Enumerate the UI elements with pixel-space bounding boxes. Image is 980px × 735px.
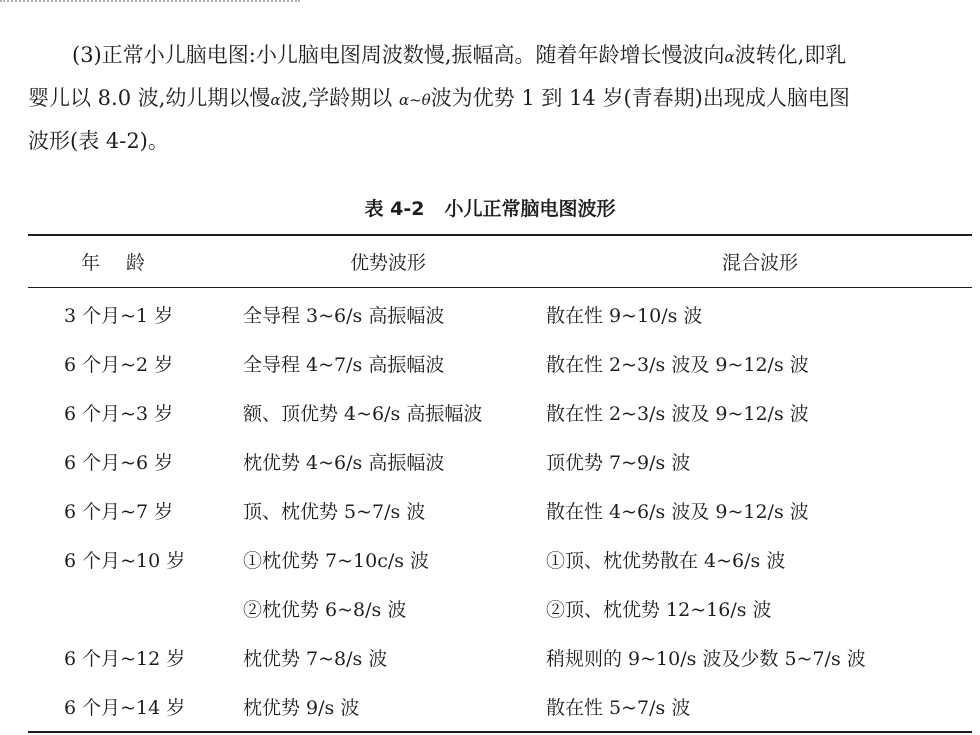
paragraph-text: 婴儿以 8.0 波,幼儿期以慢 bbox=[28, 86, 271, 110]
cell-age: 6 个月~10 岁 bbox=[64, 550, 186, 572]
cell-dominant: 枕优势 7~8/s 波 bbox=[243, 648, 388, 670]
cell-dominant: 全导程 3~6/s 高振幅波 bbox=[243, 305, 445, 327]
paragraph-text: 波,学龄期以 bbox=[280, 86, 393, 110]
top-dotted-border bbox=[0, 0, 300, 2]
cell-dominant: 额、顶优势 4~6/s 高振幅波 bbox=[243, 403, 483, 425]
cell-mixed: 稍规则的 9~10/s 波及少数 5~7/s 波 bbox=[546, 648, 866, 670]
greek-symbol: α~θ bbox=[398, 91, 431, 109]
paragraph-line-2 bbox=[28, 78, 978, 121]
table-row bbox=[28, 537, 972, 585]
table-header bbox=[28, 239, 972, 287]
cell-age: 6 个月~7 岁 bbox=[64, 501, 174, 523]
cell-dominant: ①枕优势 7~10c/s 波 bbox=[243, 550, 430, 572]
header-dominant: 优势波形 bbox=[349, 252, 426, 274]
table-title: 小儿正常脑电图波形 bbox=[444, 198, 616, 220]
cell-mixed: 散在性 2~3/s 波及 9~12/s 波 bbox=[546, 403, 809, 425]
body-paragraph bbox=[28, 35, 978, 162]
table-row bbox=[28, 439, 972, 487]
table-bottom-rule bbox=[28, 731, 972, 733]
table-header-rule bbox=[28, 287, 972, 288]
table-row bbox=[28, 341, 972, 389]
cell-age: 6 个月~12 岁 bbox=[64, 648, 186, 670]
header-age: 年 龄 bbox=[80, 252, 146, 274]
table-row bbox=[28, 586, 972, 634]
paragraph-text: (3)正常小儿脑电图:小儿脑电图周波数慢,振幅高。随着年龄增长慢波向 bbox=[72, 43, 725, 67]
cell-dominant: 枕优势 4~6/s 高振幅波 bbox=[243, 452, 445, 474]
cell-mixed: ①顶、枕优势散在 4~6/s 波 bbox=[546, 550, 786, 572]
table-caption bbox=[0, 194, 980, 221]
cell-mixed: 散在性 4~6/s 波及 9~12/s 波 bbox=[546, 501, 809, 523]
cell-age: 6 个月~2 岁 bbox=[64, 354, 174, 376]
header-mixed: 混合波形 bbox=[721, 252, 798, 274]
greek-symbol: α bbox=[270, 91, 281, 109]
paragraph-line-3: 波形(表 4-2)。 bbox=[28, 129, 169, 153]
cell-mixed: ②顶、枕优势 12~16/s 波 bbox=[546, 599, 772, 621]
cell-age: 6 个月~6 岁 bbox=[64, 452, 174, 474]
table-top-rule bbox=[28, 234, 972, 236]
table-row bbox=[28, 390, 972, 438]
table-number: 表 4-2 bbox=[364, 198, 425, 220]
cell-age: 6 个月~3 岁 bbox=[64, 403, 174, 425]
paragraph-line-1 bbox=[28, 35, 978, 78]
cell-dominant: 顶、枕优势 5~7/s 波 bbox=[243, 501, 426, 523]
cell-dominant: 枕优势 9/s 波 bbox=[243, 697, 360, 719]
table-row bbox=[28, 635, 972, 683]
table-row bbox=[28, 488, 972, 536]
cell-mixed: 散在性 2~3/s 波及 9~12/s 波 bbox=[546, 354, 809, 376]
greek-symbol: α bbox=[724, 48, 735, 66]
cell-mixed: 散在性 9~10/s 波 bbox=[546, 305, 703, 327]
cell-mixed: 散在性 5~7/s 波 bbox=[546, 697, 691, 719]
cell-age: 3 个月~1 岁 bbox=[64, 305, 174, 327]
paragraph-text: 波为优势 1 到 14 岁(青春期)出现成人脑电图 bbox=[430, 86, 850, 110]
cell-dominant: 全导程 4~7/s 高振幅波 bbox=[243, 354, 445, 376]
paragraph-text: 波转化,即乳 bbox=[734, 43, 847, 67]
cell-dominant: ②枕优势 6~8/s 波 bbox=[243, 599, 407, 621]
cell-mixed: 顶优势 7~9/s 波 bbox=[546, 452, 691, 474]
table-row bbox=[28, 684, 972, 732]
table-row bbox=[28, 292, 972, 340]
cell-age: 6 个月~14 岁 bbox=[64, 697, 186, 719]
